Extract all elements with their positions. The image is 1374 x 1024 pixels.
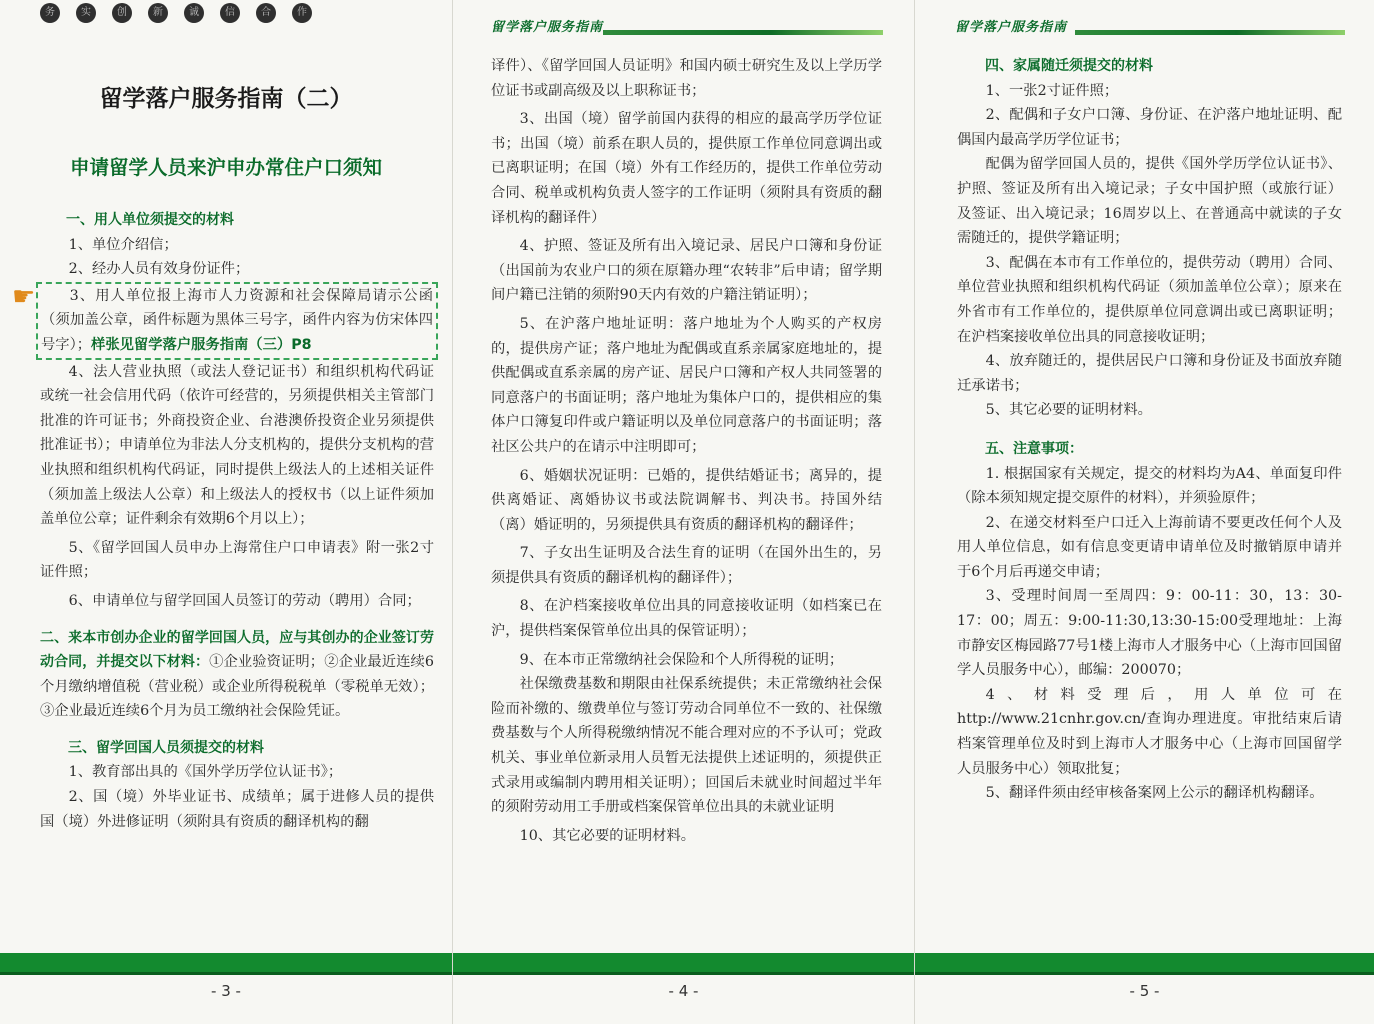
list-item: 4、护照、签证及所有出入境记录、居民户口簿和身份证（出国前为农业户口的须在原籍办理“农转非”后申请；留学期间户籍已注销的须附90天内有效的户籍注销证明）；	[491, 238, 882, 304]
highlight-box	[36, 282, 438, 360]
pointing-hand-icon: ☛	[12, 282, 36, 312]
list-item: 6、婚姻状况证明：已婚的，提供结婚证书；离异的，提供离婚证、离婚协议书或法院调解书、判决书。持国外结（离）婚证明的，另须提供具有资质的翻译机构的翻译件；	[491, 467, 882, 533]
list-item: 1、一张2寸证件照；	[985, 82, 1119, 99]
header-bar	[1075, 30, 1345, 35]
header-bar	[603, 30, 883, 35]
page-number: - 4 -	[668, 982, 699, 1000]
page-number: - 3 -	[211, 982, 241, 1000]
motto-circle: 信	[220, 3, 240, 23]
motto-circle: 实	[76, 3, 96, 23]
motto-circles	[40, 3, 312, 23]
running-header: 留学落户服务指南	[955, 20, 1068, 35]
list-item: 7、子女出生证明及合法生育的证明（在国外出生的，另须提供具有资质的翻译机构的翻译件）；	[491, 545, 882, 586]
list-item: 2、配偶和子女户口簿、身份证、在沪落户地址证明、配偶国内最高学历学位证书；	[957, 107, 1342, 148]
list-item: 2、国（境）外毕业证书、成绩单；属于进修人员的提供国（境）外进修证明（须附具有资质的翻译机构的翻	[40, 789, 434, 830]
list-item: 5、在沪落户地址证明：落户地址为个人购买的产权房的，提供房产证；落户地址为配偶或直系亲属家庭地址的，提供配偶或直系亲属的房产证、居民户口簿和产权人共同签署的同意落户的书面证明；落户地址为集体户口的，提供相应的集体户口簿复印件或户籍证明以及单位同意落户的书面证明；落社区公共户的在请示中注明即可；	[491, 315, 882, 455]
list-item-text: 3、用人单位报上海市人力资源和社会保障局请示公函（须加盖公章，函件标题为黑体三号字，函件内容为仿宋体四号字）；	[41, 287, 433, 353]
page-4-body	[491, 54, 882, 848]
list-item: 9、在本市正常缴纳社会保险和个人所得税的证明；	[519, 651, 844, 668]
list-item: 3、出国（境）留学前国内获得的相应的最高学历学位证书；出国（境）前系在职人员的，提供原工作单位同意调出或已离职证明；在国（境）外有工作经历的，提供工作单位劳动合同、税单或机构负责人签字的工作证明（须附具有资质的翻译机构的翻译件）	[491, 111, 882, 226]
list-item: 6、申请单位与留学回国人员签订的劳动（聘用）合同；	[68, 592, 421, 609]
section-heading-1: 一、用人单位须提交的材料	[66, 212, 234, 228]
list-item: 4、放弃随迁的，提供居民户口簿和身份证及书面放弃随迁承诺书；	[957, 353, 1342, 394]
list-item: 8、在沪档案接收单位出具的同意接收证明（如档案已在沪，提供档案保管单位出具的保管证明）；	[491, 598, 882, 640]
page-number: - 5 -	[1129, 982, 1160, 1000]
list-item: 5、翻译件须由经审核备案网上公示的翻译机构翻译。	[985, 785, 1324, 802]
page-5	[914, 0, 1374, 1024]
page-5-body	[957, 54, 1342, 806]
list-item: 3、受理时间周一至周四：9：00-11：30，13：30-17：00；周五：9:00-11:30,13:30-15:00受理地址：上海市静安区梅园路77号1楼上海市人才服务中心（上海市回国留学人员服务中心），邮编：200070；	[957, 588, 1342, 679]
list-item-note: 社保缴费基数和期限由社保系统提供；未正常缴纳社会保险而补缴的、缴费单位与签订劳动合同单位不一致的、社保缴费基数与个人所得税缴纳情况不能合理对应的不予认可；党政机关、事业单位新录用人员暂无法提供上述证明的，须提供正式录用或编制内聘用相关证明）；回国后未就业时间超过半年的须附劳动用工手册或档案保管单位出具的未就业证明	[491, 676, 882, 816]
footer-bar	[0, 953, 452, 975]
list-item: 3、配偶在本市有工作单位的，提供劳动（聘用）合同、单位营业执照和组织机构代码证（须加盖单位公章）；原来在外省市有工作单位的，提供原单位同意调出或已离职证明；在沪档案接收单位出具的同意接收证明；	[957, 254, 1342, 345]
page-4	[452, 0, 914, 1024]
list-item: 1、单位介绍信；	[68, 236, 178, 253]
list-item: 2、经办人员有效身份证件；	[68, 261, 250, 278]
continued-text: 译件）、《留学回国人员证明》和国内硕士研究生及以上学历学位证书或副高级及以上职称证书；	[491, 58, 882, 99]
motto-circle: 诚	[184, 3, 204, 23]
section-2-body: ①企业验资证明；②企业最近连续6个月缴纳增值税（营业税）或企业所得税税单（零税单无效）；③企业最近连续6个月为员工缴纳社会保险凭证。	[40, 654, 434, 720]
motto-circle: 新	[148, 3, 168, 23]
section-heading-2: 二、来本市创办企业的留学回国人员，应与其创办的企业签订劳动合同，并提交以下材料：	[40, 629, 434, 671]
page-title: 留学落户服务指南（二）	[99, 86, 353, 112]
page-subtitle: 申请留学人员来沪申办常住户口须知	[69, 156, 382, 179]
list-item: 4、材料受理后，用人单位可在http://www.21cnhr.gov.cn/查询办理进度。审批结束后请档案管理单位及时到上海市人才服务中心（上海市回国留学人员服务中心）领取批复；	[957, 686, 1342, 777]
list-item: 配偶为留学回国人员的，提供《国外学历学位认证书》、护照、签证及所有出入境记录；子女中国护照（或旅行证）及签证、出入境记录；16周岁以上、在普通高中就读的子女需随迁的，提供学籍证明；	[957, 156, 1342, 247]
motto-circle: 创	[112, 3, 132, 23]
section-heading-3: 三、留学回国人员须提交的材料	[68, 739, 264, 756]
list-item: 5、《留学回国人员申办上海常住户口申请表》附一张2寸证件照；	[40, 539, 434, 581]
list-item: 5、其它必要的证明材料。	[985, 402, 1152, 419]
list-item: 10、其它必要的证明材料。	[519, 827, 696, 844]
motto-circle: 务	[40, 3, 60, 23]
list-item: 4、法人营业执照（或法人登记证书）和组织机构代码证或统一社会信用代码（依许可经营的，另须提供相关主管部门批准的许可证书；外商投资企业、台港澳侨投资企业另须提供批准证书）；申请单位为非法人分支机构的，提供分支机构的营业执照和组织机构代码证，同时提供上级法人的上述相关证件（须加盖上级法人公章）和上级法人的授权书（以上证件须加盖单位公章；证件剩余有效期6个月以上）；	[40, 363, 434, 528]
section-heading-4: 四、家属随迁须提交的材料	[985, 58, 1153, 74]
footer-bar	[453, 953, 914, 975]
motto-circle: 合	[256, 3, 276, 23]
list-item: 1. 根据国家有关规定，提交的材料均为A4、单面复印件（除本须知规定提交原件的材料），并须验原件；	[957, 465, 1342, 507]
list-item: 2、在递交材料至户口迁入上海前请不要更改任何个人及用人单位信息，如有信息变更请申请单位及时撤销原申请并于6个月后再递交申请；	[957, 514, 1342, 580]
sample-reference-note: 样张见留学落户服务指南（三）P8	[91, 336, 312, 353]
footer-bar	[915, 953, 1374, 975]
page-3-body	[40, 208, 434, 834]
list-item: 1、教育部出具的《国外学历学位认证书》；	[68, 764, 343, 781]
page-3	[0, 0, 452, 1024]
running-header: 留学落户服务指南	[491, 20, 604, 35]
motto-circle: 作	[292, 3, 312, 23]
section-heading-5: 五、注意事项：	[985, 440, 1083, 457]
